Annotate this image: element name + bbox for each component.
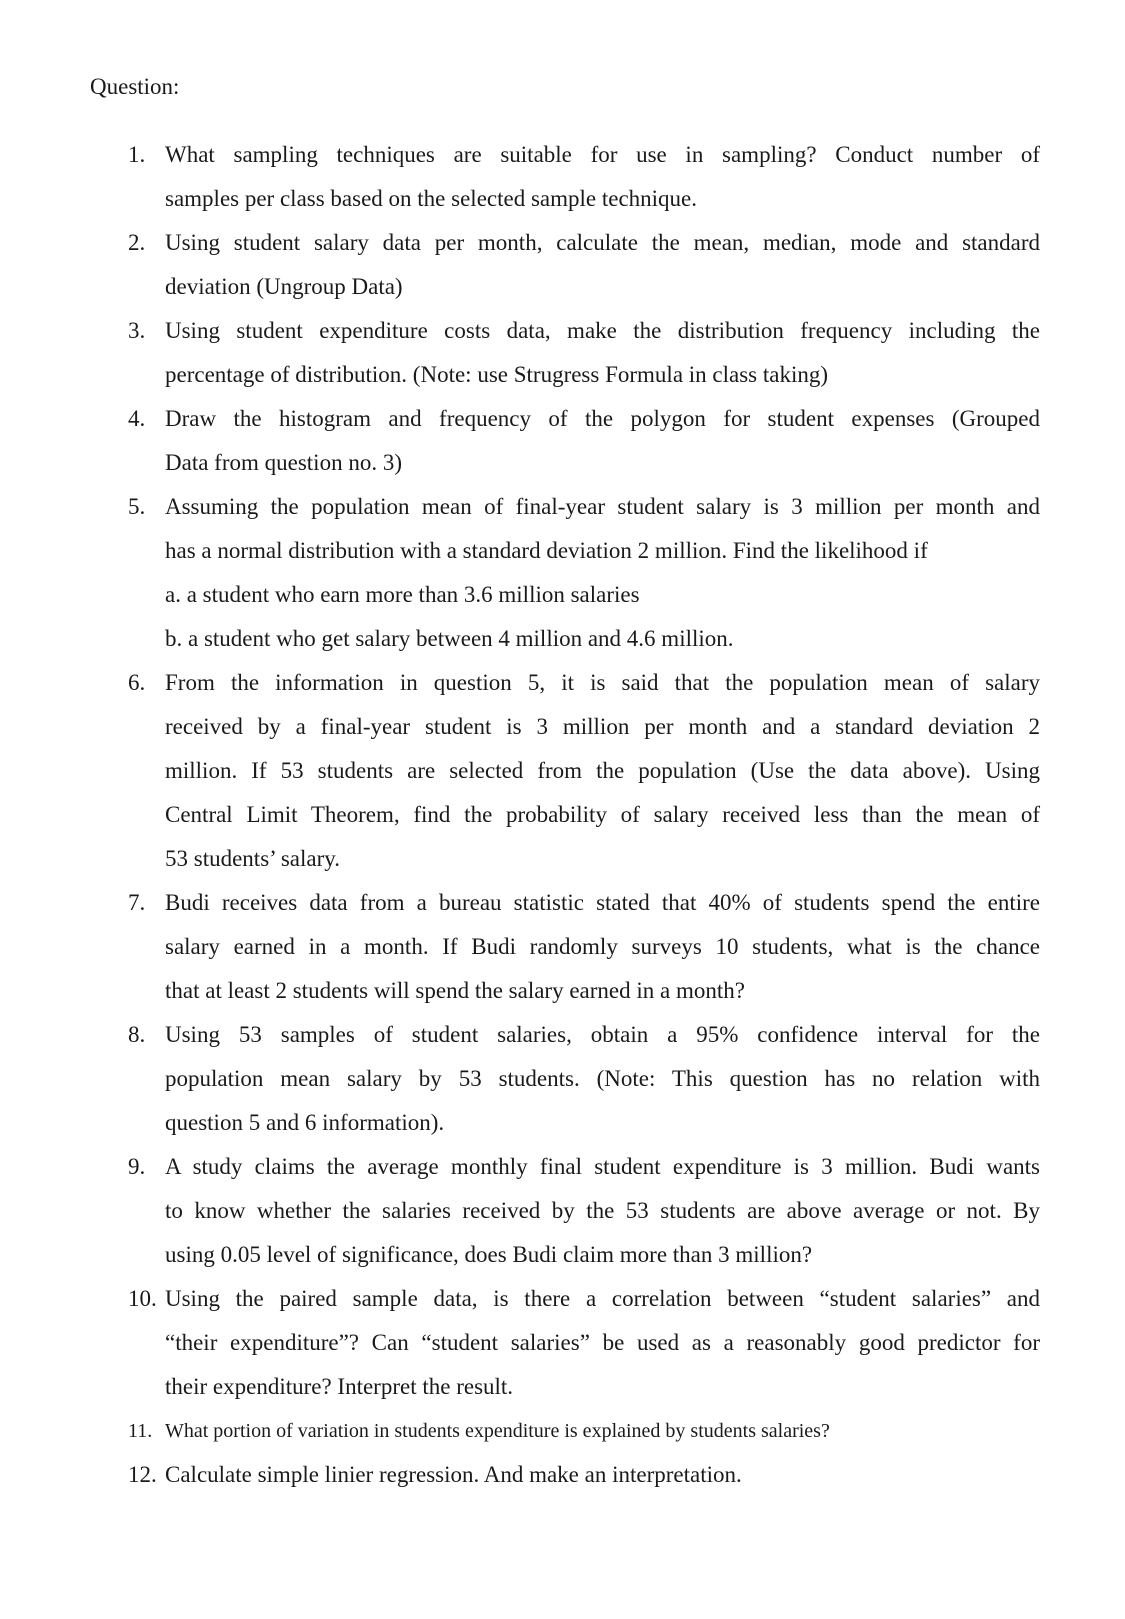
question-text — [165, 133, 1040, 221]
question-line: their expenditure? Interpret the result. — [165, 1374, 514, 1399]
question-text — [165, 397, 1040, 485]
question-text — [165, 309, 1040, 397]
question-line: What sampling techniques are suitable for use in sampling? Conduct number of — [165, 142, 1040, 167]
sub-question: b. a student who get salary between 4 million and 4.6 million. — [165, 626, 734, 651]
question-item — [0, 1277, 1125, 1409]
question-item — [0, 1145, 1125, 1277]
question-text — [165, 1409, 1040, 1453]
question-number: 5. — [128, 494, 146, 519]
question-item — [0, 133, 1125, 221]
question-line: Draw the histogram and frequency of the polygon for student expenses (Grouped — [165, 406, 1040, 431]
question-line: that at least 2 students will spend the salary earned in a month? — [165, 978, 745, 1003]
question-number: 4. — [128, 406, 146, 431]
question-item — [0, 221, 1125, 309]
question-item — [0, 881, 1125, 1013]
question-line: Central Limit Theorem, find the probability of salary received less than the mean of — [165, 802, 1040, 827]
question-item — [0, 309, 1125, 397]
question-line: Assuming the population mean of final-year student salary is 3 million per month and — [165, 494, 1040, 519]
question-number: 1. — [128, 142, 146, 167]
question-item — [0, 397, 1125, 485]
question-number: 9. — [128, 1154, 146, 1179]
question-line: From the information in question 5, it is said that the population mean of salary — [165, 670, 1040, 695]
question-list — [0, 133, 1125, 1497]
question-number: 7. — [128, 890, 146, 915]
question-line: using 0.05 level of significance, does Budi claim more than 3 million? — [165, 1242, 813, 1267]
question-text — [165, 1277, 1040, 1409]
question-line: 53 students’ salary. — [165, 846, 341, 871]
question-line: deviation (Ungroup Data) — [165, 274, 403, 299]
question-line: Data from question no. 3) — [165, 450, 402, 475]
question-number: 2. — [128, 230, 146, 255]
question-item — [0, 485, 1125, 661]
question-line: question 5 and 6 information). — [165, 1110, 445, 1135]
sub-question: a. a student who earn more than 3.6 million salaries — [165, 582, 640, 607]
question-item — [0, 1409, 1125, 1453]
question-number: 11. — [128, 1420, 153, 1442]
question-line: Using the paired sample data, is there a correlation between “student salaries” and — [165, 1286, 1040, 1311]
question-item — [0, 1013, 1125, 1145]
question-line: has a normal distribution with a standard deviation 2 million. Find the likelihood if — [165, 538, 928, 563]
question-text — [165, 1453, 1040, 1497]
question-line: Budi receives data from a bureau statistic stated that 40% of students spend the entire — [165, 890, 1040, 915]
question-text — [165, 881, 1040, 1013]
question-text — [165, 1145, 1040, 1277]
question-line: samples per class based on the selected sample technique. — [165, 186, 698, 211]
question-item — [0, 1453, 1125, 1497]
question-number: 8. — [128, 1022, 146, 1047]
question-line: Using student expenditure costs data, make the distribution frequency including the — [165, 318, 1040, 343]
question-line: “their expenditure”? Can “student salaries” be used as a reasonably good predictor for — [165, 1330, 1040, 1355]
question-line: What portion of variation in students expenditure is explained by students salaries? — [165, 1420, 830, 1442]
page-heading: Question: — [90, 74, 180, 99]
question-line: A study claims the average monthly final student expenditure is 3 million. Budi wants — [165, 1154, 1040, 1179]
question-line: million. If 53 students are selected from the population (Use the data above). Using — [165, 758, 1040, 783]
question-line: percentage of distribution. (Note: use Strugress Formula in class taking) — [165, 362, 829, 387]
question-text — [165, 221, 1040, 309]
question-number: 3. — [128, 318, 146, 343]
question-text — [165, 661, 1040, 881]
question-text — [165, 1013, 1040, 1145]
question-line: salary earned in a month. If Budi randomly surveys 10 students, what is the chance — [165, 934, 1040, 959]
question-line: Using 53 samples of student salaries, obtain a 95% confidence interval for the — [165, 1022, 1040, 1047]
question-line: to know whether the salaries received by the 53 students are above average or not. By — [165, 1198, 1040, 1223]
question-text — [165, 485, 1040, 573]
question-line: received by a final-year student is 3 million per month and a standard deviation 2 — [165, 714, 1040, 739]
question-line: Calculate simple linier regression. And make an interpretation. — [165, 1462, 742, 1487]
question-number: 6. — [128, 670, 146, 695]
question-line: Using student salary data per month, calculate the mean, median, mode and standard — [165, 230, 1040, 255]
question-number: 12. — [128, 1462, 157, 1487]
question-number: 10. — [128, 1286, 157, 1311]
question-line: population mean salary by 53 students. (Note: This question has no relation with — [165, 1066, 1040, 1091]
question-item — [0, 661, 1125, 881]
